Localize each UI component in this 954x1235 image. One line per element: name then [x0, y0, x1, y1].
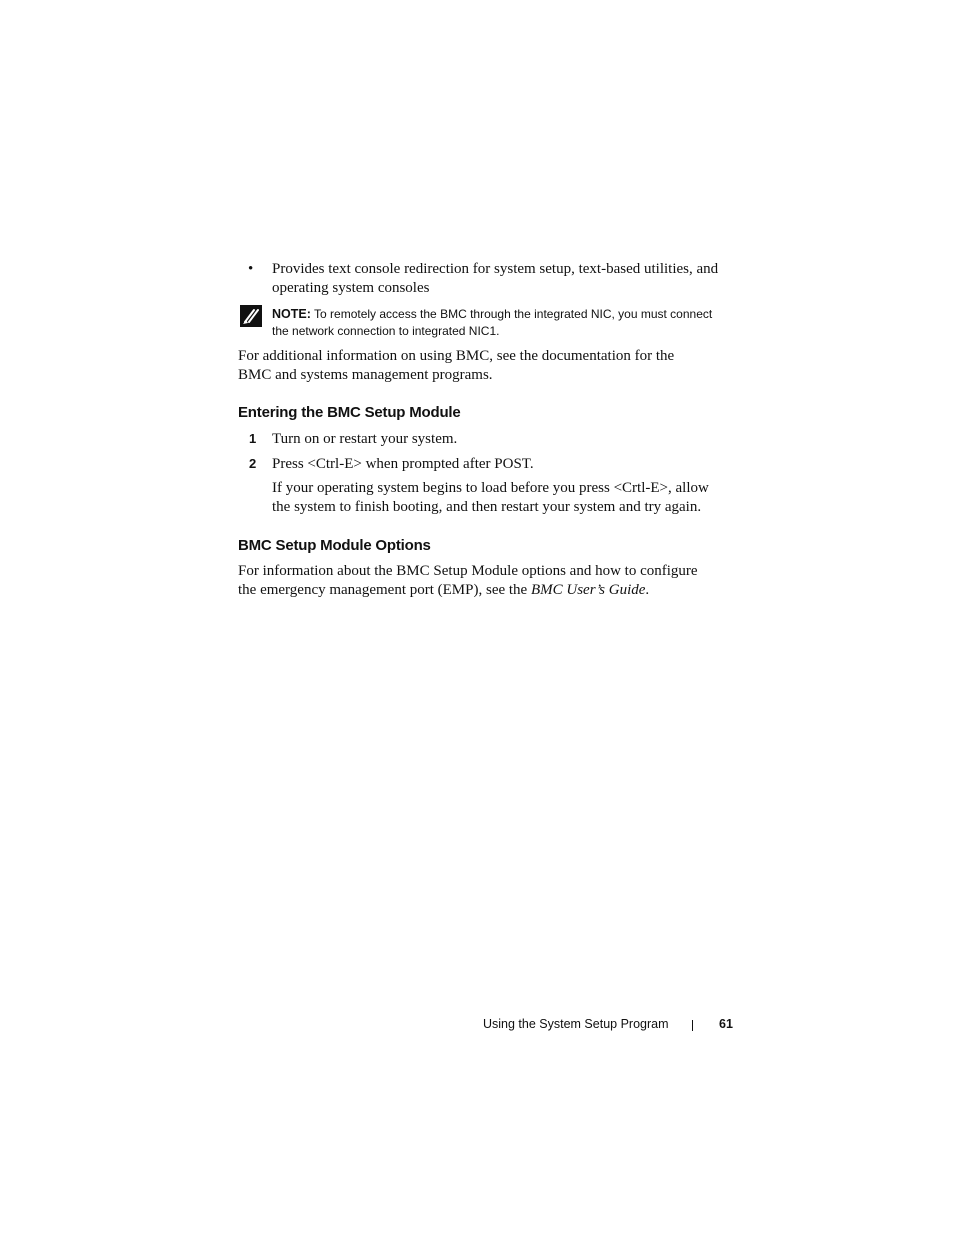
step-2-followup-line-1: If your operating system begins to load before you press <Crtl-E>, allow: [272, 480, 709, 496]
step-text-1: Turn on or restart your system.: [272, 431, 458, 447]
footer-page-number: 61: [719, 1017, 733, 1031]
footer-chapter-title: Using the System Setup Program: [483, 1017, 669, 1031]
note-pencil-icon: [240, 305, 262, 327]
step-number-2: 2: [249, 456, 257, 471]
options-line-1: For information about the BMC Setup Module options and how to configure: [238, 563, 698, 579]
intro-line-2: BMC and systems management programs.: [238, 367, 493, 383]
bullet-symbol: •: [248, 261, 254, 277]
intro-line-1: For additional information on using BMC, see the documentation for the: [238, 348, 675, 364]
note-text-1: To remotely access the BMC through the integrated NIC, you must connect: [314, 307, 713, 321]
step-text-2: Press <Ctrl-E> when prompted after POST.: [272, 456, 534, 472]
options-line-2-suffix: .: [645, 582, 650, 598]
note-line-2: the network connection to integrated NIC1.: [272, 324, 500, 338]
bmc-users-guide-title: BMC User’s Guide: [530, 582, 646, 598]
section-heading-entering-bmc: Entering the BMC Setup Module: [238, 404, 461, 421]
options-line-2: [238, 581, 649, 600]
step-2-followup-line-2: the system to finish booting, and then restart your system and try again.: [272, 499, 702, 515]
options-line-2-prefix: the emergency management port (EMP), see the: [238, 582, 531, 598]
footer-divider: [692, 1020, 693, 1031]
bullet-text-line-2: operating system consoles: [272, 280, 430, 296]
step-number-1: 1: [249, 431, 257, 446]
note-line-1: [272, 306, 712, 323]
bullet-text-line-1: Provides text console redirection for system setup, text-based utilities, and: [272, 261, 719, 277]
section-heading-bmc-options: BMC Setup Module Options: [238, 537, 431, 554]
note-label: NOTE:: [272, 307, 311, 321]
